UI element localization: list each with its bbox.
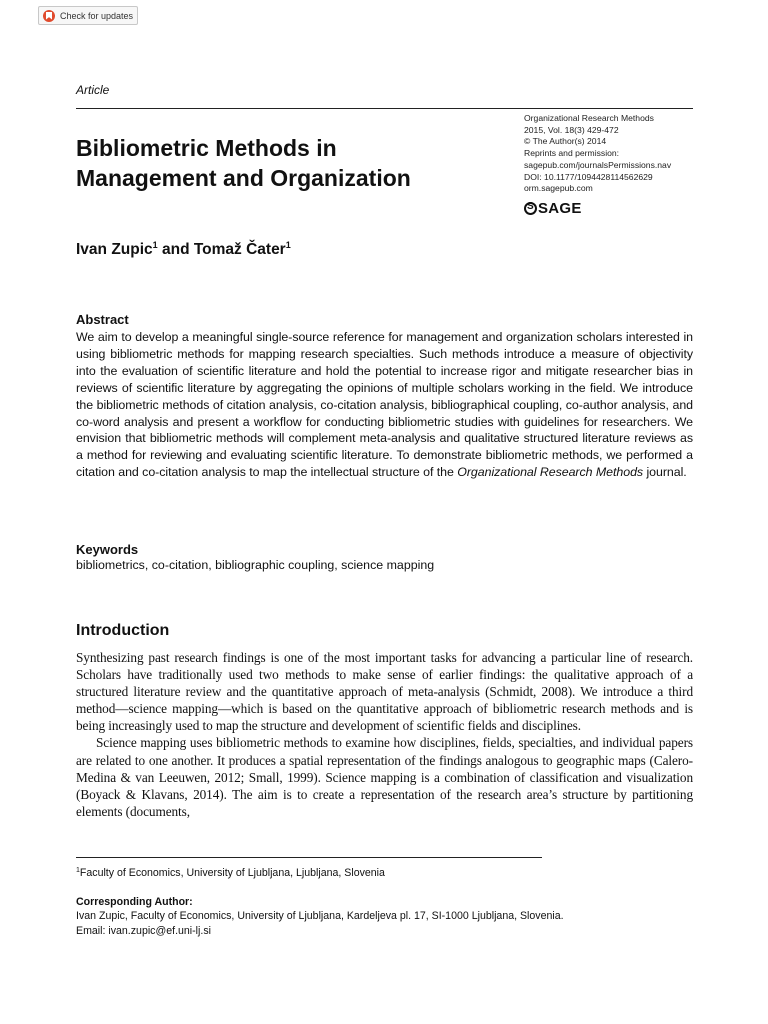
check-for-updates-button[interactable] [38,6,138,25]
article-type-label: Article [76,83,110,97]
abstract-text-main: We aim to develop a meaningful single-source reference for management and organization scholars interested in using bibliometric methods for mapping research specialties. Such methods introduce a measure of objectivity into the evaluation of scientific literature and hold the potential to increase rigor and mitigate researcher bias in reviews of scientific literature by aggregating the opinions of multiple scholars working in the field. We introduce the bibliometric methods of citation analysis, co-citation analysis, bibliographical coupling, co-author analysis, and co-word analysis and present a workflow for conducting bibliometric studies with guidelines for researchers. We envision that bibliometric methods will complement meta-analysis and qualitative structured literature reviews as a method for reviewing and evaluating scientific literature. To demonstrate bibliometric methods, we performed a citation and co-citation analysis to map the intellectual structure of the [76,330,693,480]
reprints: Reprints and permission: [524,148,620,159]
abstract-heading: Abstract [76,312,129,327]
bookmark-icon [43,10,55,22]
author-line [76,240,291,259]
doi[interactable]: DOI: 10.1177/1094428114562629 [524,171,653,182]
corresponding-address: Ivan Zupic, Faculty of Economics, University of Ljubljana, Kardeljeva pl. 17, SI-1000 Ljubljana, Slovenia. [76,910,564,922]
paragraph: Science mapping uses bibliometric methods to examine how disciplines, fields, specialties, and individual papers are related to one another. It produces a spatial representation of the findings analogous to geographic maps (Calero-Medina & van Leeuwen, 2012; Small, 1999). Science mapping is a combination of classification and visualization (Boyack & Klavans, 2014). The aim is to create a representation of the research area’s structure by partitioning elements (documents, [76,735,693,819]
publisher-name: SAGE [538,200,582,217]
paragraph: Synthesizing past research findings is one of the most important tasks for advancing a particular line of research. Scholars have traditionally used two methods to make sense of earlier findings: the qualitative approach of a structured literature review and the quantitative approach of meta-analysis (Schmidt, 2008). We introduce a third method—science mapping—which is based on the quantitative approach of bibliometric research methods and is being increasingly used to map the structure and development of scientific fields and disciplines. [76,650,693,734]
title-line-2: Management and Organization [76,165,411,191]
corresponding-email[interactable]: Email: ivan.zupic@ef.uni-lj.si [76,924,211,937]
affiliation-marker: 1 [152,240,158,250]
author-separator: and [157,241,194,258]
copyright: © The Author(s) 2014 [524,136,607,147]
abstract-text-end: journal. [643,465,687,480]
author-name: Tomaž Čater [193,241,286,258]
check-for-updates-label: Check for updates [60,10,134,21]
footnote-text: Faculty of Economics, University of Ljubljana, Ljubljana, Slovenia [79,867,385,879]
sage-logo [524,200,582,217]
abstract-text [76,329,693,481]
introduction-body [76,649,693,820]
corresponding-author-details [76,909,564,938]
paper-title [76,133,506,193]
author-name: Ivan Zupic [76,241,153,258]
corresponding-author-heading: Corresponding Author: [76,896,193,908]
title-line-1: Bibliometric Methods in [76,135,337,161]
journal-site-link[interactable]: orm.sagepub.com [524,183,593,194]
sage-logo-icon [524,202,537,215]
permissions-link[interactable]: sagepub.com/journalsPermissions.nav [524,159,672,170]
volume-pages: 2015, Vol. 18(3) 429-472 [524,124,619,135]
header-rule [76,108,693,109]
keywords-text: bibliometrics, co-citation, bibliographic coupling, science mapping [76,558,435,572]
affiliation-marker: 1 [285,240,291,250]
footnote-rule [76,857,542,858]
section-heading-introduction: Introduction [76,622,170,639]
footnote-marker: 1 [76,867,80,874]
keywords-heading: Keywords [76,542,139,557]
journal-meta [524,113,704,195]
journal-title-italic: Organizational Research Methods [457,465,644,480]
affiliation-footnote [76,867,385,879]
journal-name: Organizational Research Methods [524,113,654,123]
